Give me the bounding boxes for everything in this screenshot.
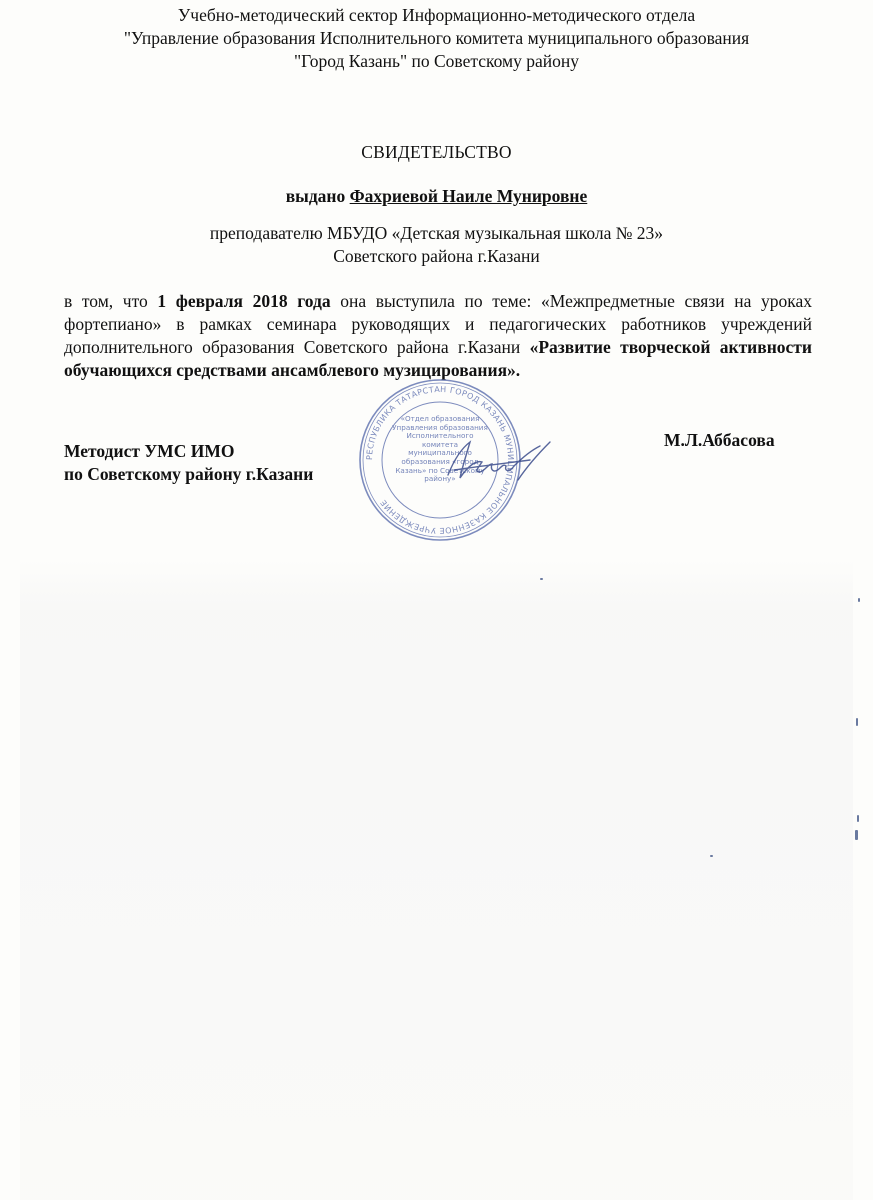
issued-to [0, 186, 873, 207]
header-line-2: "Управление образования Исполнительного комитета муниципального образования [123, 28, 750, 48]
scan-speck [540, 578, 543, 580]
recipient-name: Фахриевой Наиле Мунировне [349, 186, 588, 206]
signatory-role-line-1: Методист УМС ИМО [64, 441, 235, 461]
body-part-2: она выступила по теме: «Межпредметные связи на уроках фортепиано» в рамках семинара руководящих и педагогических работников учреждений дополнительного образования Советского района г.Казани [64, 291, 812, 357]
recipient-position [0, 222, 873, 268]
stamp-ring-text: РЕСПУБЛИКА ТАТАРСТАН ГОРОД КАЗАНЬ МУНИЦИПАЛЬНОЕ КАЗЕННОЕ УЧРЕЖДЕНИЕ [364, 384, 516, 536]
position-line-1: преподавателю МБУДО «Детская музыкальная школа № 23» [209, 223, 664, 243]
scan-speck [855, 830, 858, 840]
document-title: СВИДЕТЕЛЬСТВО [361, 142, 512, 162]
scan-speck [858, 598, 860, 602]
certificate-body [64, 290, 812, 382]
signatory-name: М.Л.Аббасова [664, 430, 775, 450]
header-line-3: "Город Казань" по Советскому району [294, 51, 579, 71]
signatory-role-line-2: по Советскому району г.Казани [64, 464, 314, 484]
document-header [40, 4, 833, 73]
scan-speck [856, 718, 858, 726]
page-shadow [20, 560, 853, 1200]
stamp-inner-text: «Отдел образования Управления образования Исполнительного комитета муниципального образования «город Казань» по Советскому району» [392, 415, 488, 484]
position-line-2: Советского района г.Казани [333, 246, 540, 266]
handwritten-signature-icon [440, 420, 560, 500]
event-date: 1 февраля 2018 года [157, 291, 331, 311]
seminar-title: «Развитие творческой активности обучающихся средствами ансамблевого музицирования». [64, 337, 812, 380]
body-part-1: в том, что [64, 291, 158, 311]
scan-speck [857, 815, 859, 822]
header-line-1: Учебно-методический сектор Информационно-методического отдела [177, 5, 696, 25]
signatory-role [64, 440, 313, 486]
issued-prefix: выдано [285, 186, 350, 206]
scan-speck [710, 855, 713, 857]
